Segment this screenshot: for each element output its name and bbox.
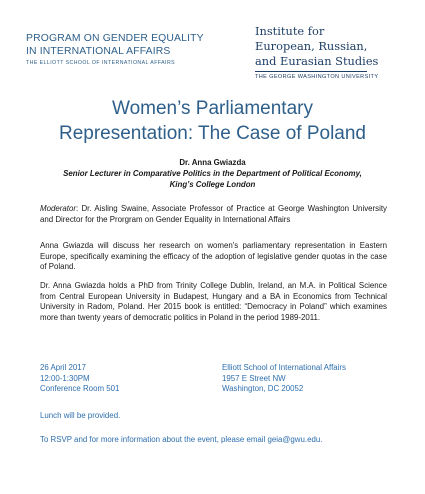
speaker-role-line1: Senior Lecturer in Comparative Politics in the Department of Political Economy, — [63, 168, 362, 178]
lunch-note: Lunch will be provided. — [40, 411, 121, 420]
event-venue: Elliott School of International Affairs — [222, 363, 346, 372]
event-address — [222, 363, 346, 395]
description-paragraph: Anna Gwiazda will discuss her research on women's parliamentary representation in Eastern Europe, specifically examining the efficacy of the adoption of legislative gender quotas in the case of Poland. — [40, 241, 387, 272]
institute-logo-line1: Institute for — [255, 24, 325, 38]
institute-logo-subline: THE GEORGE WASHINGTON UNIVERSITY — [255, 74, 379, 81]
rsvp-note: To RSVP and for more information about the event, please email geia@gwu.edu. — [40, 435, 323, 444]
speaker-block — [0, 158, 425, 190]
event-city: Washington, DC 20052 — [222, 384, 304, 394]
program-logo-line1: PROGRAM ON GENDER EQUALITY — [26, 33, 204, 44]
bio-paragraph: Dr. Anna Gwiazda holds a PhD from Trinity College Dublin, Ireland, an M.A. in Political Science from Central European University in Budapest, Hungary and a BA in Economics from Technical University in Radom, Poland. Her 2015 book is entitled: “Democracy in Poland” which examines more than twenty years of democratic politics in Poland in the period 1989-2011. — [40, 281, 387, 322]
program-logo-line2: IN INTERNATIONAL AFFAIRS — [26, 45, 171, 57]
institute-logo-divider — [255, 71, 367, 72]
event-room: Conference Room 501 — [40, 384, 120, 394]
moderator-text: : Dr. Aisling Swaine, Associate Professor of Practice at George Washington University and Director for the Prorgram on Gender Equality in International Affairs — [40, 204, 387, 224]
speaker-role-line2: King’s College London — [169, 179, 256, 189]
event-title-line2: Representation: The Case of Poland — [58, 123, 366, 144]
event-title-line1: Women’s Parliamentary — [112, 98, 313, 119]
moderator-label: Moderator — [40, 204, 76, 213]
event-time: 12:00-1:30PM — [40, 373, 90, 383]
institute-logo-line2: European, Russian, — [255, 38, 368, 53]
event-datetime — [40, 363, 119, 395]
speaker-name: Dr. Anna Gwiazda — [179, 158, 246, 167]
institute-logo-line3: and Eurasian Studies — [255, 53, 379, 68]
event-title — [0, 96, 425, 146]
program-logo-subline: THE ELLIOTT SCHOOL OF INTERNATIONAL AFFAIRS — [26, 60, 176, 66]
moderator-paragraph — [40, 204, 387, 225]
event-street: 1957 E Street NW — [222, 373, 286, 383]
event-date: 26 April 2017 — [40, 363, 87, 372]
institute-logo — [255, 24, 405, 80]
program-logo — [26, 33, 204, 66]
